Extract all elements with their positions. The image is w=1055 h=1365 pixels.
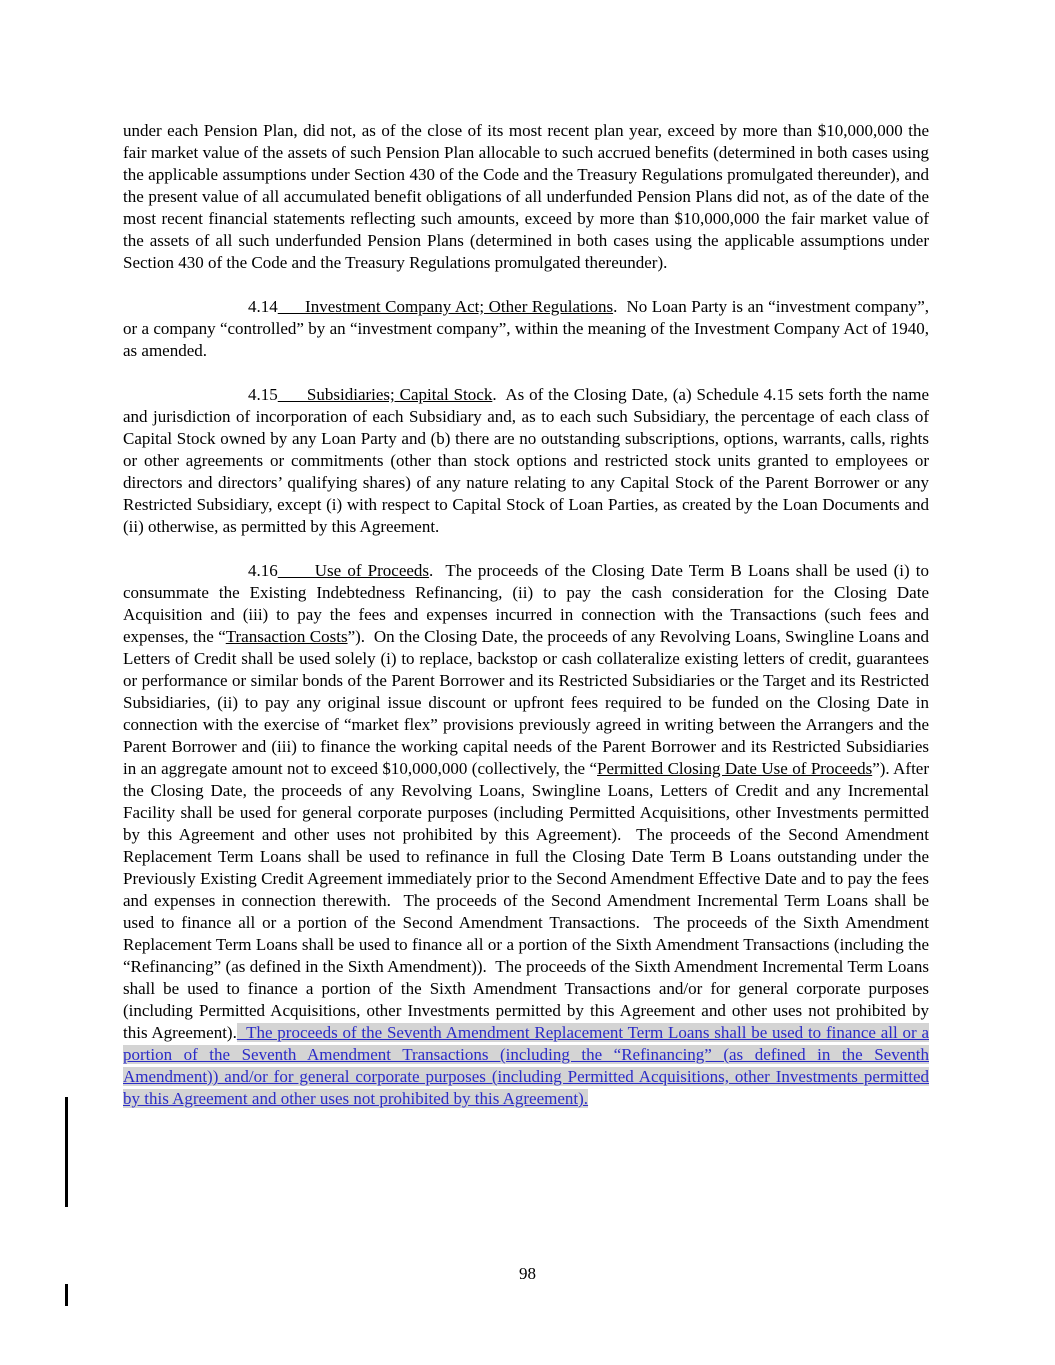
inserted-redline-text: The proceeds of the Seventh Amendment Replacement Term Loans shall be used to finance all or a portion of the Seventh Amendment Transactions (including the “Refinancing” (as defined in the Seventh Amendment)) and/or for general corporate purposes (including Permitted Acquisitions, other Investments permitted by this Agreement and other uses not prohibited by this Agreement). <box>123 1023 929 1108</box>
section-4-16-body-1: . The proceeds of the Closing Date Term B Loans shall be used (i) to consummate the Existing Indebtedness Refinancing, (ii) to pay the cash consideration for the Closing Date Acquisition and (iii) to pay the fees and expenses incurred in connection with the Transactions (such fees and expenses, the “ <box>123 561 930 646</box>
page-number: 98 <box>519 1264 536 1283</box>
section-4-16-number: 4.16 <box>248 561 278 580</box>
section-4-15-number: 4.15 <box>248 385 278 404</box>
change-bar-footer <box>65 1284 68 1306</box>
page-body <box>123 120 929 1132</box>
section-4-15-body: . As of the Closing Date, (a) Schedule 4.15 sets forth the name and jurisdiction of incorporation of each Subsidiary and, as to each such Subsidiary, the percentage of each class of Capital Stock owned by any Loan Party and (b) there are no outstanding subscriptions, options, warrants, calls, rights or other agreements or commitments (other than stock options and restricted stock units granted to employees or directors and directors’ qualifying shares) of any nature relating to any Capital Stock of the Parent Borrower or any Restricted Subsidiary, except (i) with respect to Capital Stock of Loan Parties, as created by the Loan Documents and (ii) otherwise, as permitted by this Agreement. <box>123 385 930 536</box>
paragraph-pension-plans: under each Pension Plan, did not, as of the close of its most recent plan year, exceed by more than $10,000,000 the fair market value of the assets of such Pension Plan allocable to such accrued benefits (determined in both cases using the applicable assumptions under Section 430 of the Code and the Treasury Regulations promulgated thereunder), and the present value of all accumulated benefit obligations of all underfunded Pension Plans did not, as of the date of the most recent financial statements reflecting such amounts, exceed by more than $10,000,000 the fair market value of the assets of all such underfunded Pension Plans (determined in both cases using the applicable assumptions under Section 430 of the Code and the Treasury Regulations promulgated thereunder). <box>123 121 929 272</box>
change-bar-inserted-text <box>65 1097 68 1207</box>
section-4-16-body-3: ”). After the Closing Date, the proceeds of any Revolving Loans, Swingline Loans, Letters of Credit and any Incremental Facility shall be used for general corporate purposes (including Permitted Acquisitions, other Investments permitted by this Agreement and other uses not prohibited by this Agreement). The proceeds of the Second Amendment Replacement Term Loans shall be used to refinance in full the Closing Date Term B Loans outstanding under the Previously Existing Credit Agreement immediately prior to the Second Amendment Effective Date and to pay the fees and expenses in connection therewith. The proceeds of the Second Amendment Incremental Term Loans shall be used to finance all or a portion of the Second Amendment Transactions. The proceeds of the Sixth Amendment Replacement Term Loans shall be used to finance all or a portion of the Sixth Amendment Transactions (including the “Refinancing” (as defined in the Sixth Amendment)). The proceeds of the Sixth Amendment Incremental Term Loans shall be used to finance a portion of the Sixth Amendment Transactions and/or for general corporate purposes (including Permitted Acquisitions, other Investments permitted by this Agreement and other uses not prohibited by this Agreement). <box>123 759 930 1042</box>
defined-term-transaction-costs: Transaction Costs <box>225 627 348 646</box>
section-4-14 <box>123 296 929 362</box>
defined-term-permitted-closing-date-use-of-proceeds: Permitted Closing Date Use of Proceeds <box>597 759 873 778</box>
section-4-15 <box>123 384 929 538</box>
section-4-16-body-2: ”). On the Closing Date, the proceeds of any Revolving Loans, Swingline Loans and Letters of Credit shall be used solely (i) to replace, backstop or cash collateralize existing letters of credit, guarantees or performance or similar bonds of the Parent Borrower and its Restricted Subsidiaries or the Target and its Restricted Subsidiaries, (ii) to pay any original issue discount or upfront fees required to be funded on the Closing Date in connection with the exercise of “market flex” provisions previously agreed in writing between the Arrangers and the Parent Borrower and (iii) to finance the working capital needs of the Parent Borrower and its Restricted Subsidiaries in an aggregate amount not to exceed $10,000,000 (collectively, the “ <box>123 627 929 778</box>
section-4-14-body: . No Loan Party is an “investment company”, or a company “controlled” by an “investment company”, within the meaning of the Investment Company Act of 1940, as amended. <box>123 297 929 360</box>
section-4-16-heading: Use of Proceeds <box>277 561 430 580</box>
section-4-15-heading: Subsidiaries; Capital Stock <box>277 385 493 404</box>
section-4-16 <box>123 560 929 1110</box>
section-4-14-heading: Investment Company Act; Other Regulations <box>277 297 614 316</box>
section-4-14-number: 4.14 <box>248 297 278 316</box>
